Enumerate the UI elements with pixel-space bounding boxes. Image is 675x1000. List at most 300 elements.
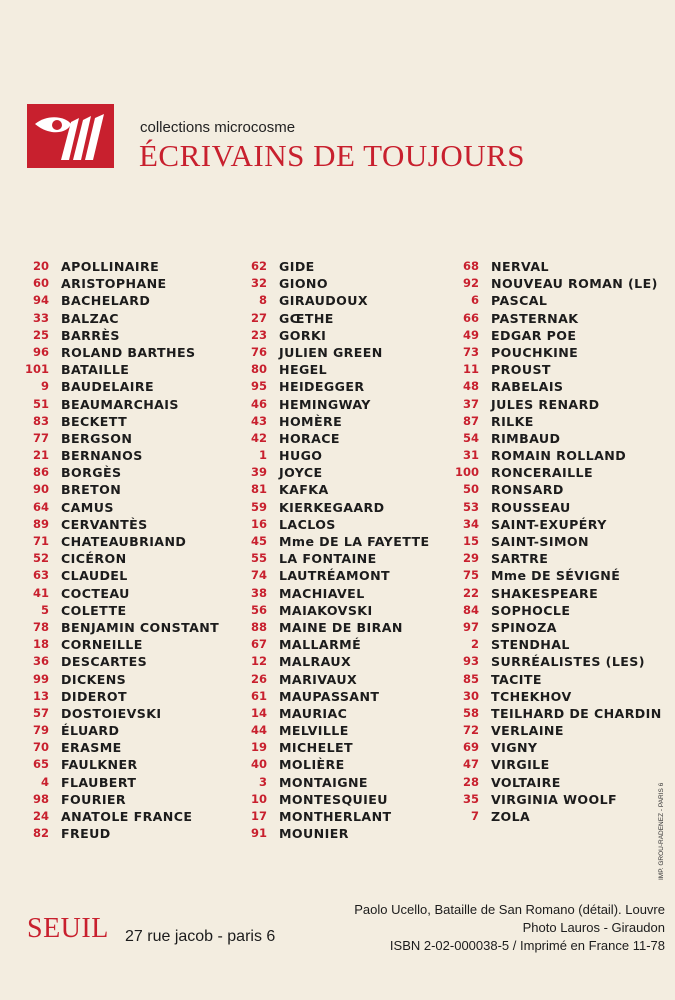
author-name: DICKENS (61, 671, 127, 687)
volume-number: 3 (258, 774, 267, 789)
author-entry (452, 808, 662, 825)
author-name: STENDHAL (491, 637, 570, 653)
author-entry (240, 739, 429, 756)
volume-number: 13 (32, 688, 49, 703)
author-entry (22, 671, 219, 688)
author-name: BERGSON (61, 430, 133, 446)
author-name: EDGAR POE (491, 327, 577, 343)
author-entry (240, 688, 429, 705)
author-name: TACITE (491, 671, 542, 687)
author-entry (452, 739, 662, 756)
volume-number: 29 (462, 551, 479, 566)
author-entry (240, 602, 429, 619)
author-name: JOYCE (279, 465, 323, 481)
volume-number: 4 (40, 774, 49, 789)
publisher-address: 27 rue jacob - paris 6 (125, 928, 276, 945)
author-name: COLETTE (61, 602, 127, 618)
author-name: MOLIÈRE (279, 757, 345, 773)
volume-number: 77 (32, 430, 49, 445)
author-entry (452, 327, 662, 344)
volume-number: 26 (250, 671, 267, 686)
author-entry (22, 653, 219, 670)
author-name: SHAKESPEARE (491, 585, 599, 601)
author-entry (452, 378, 662, 395)
credit-painting: Paolo Ucello, Bataille de San Romano (détail). Louvre (354, 902, 665, 917)
volume-number: 73 (462, 344, 479, 359)
volume-number: 93 (462, 654, 479, 669)
volume-number: 56 (250, 602, 267, 617)
volume-number: 64 (32, 499, 49, 514)
author-entry (240, 292, 429, 309)
volume-number: 101 (24, 362, 49, 377)
volume-number: 82 (32, 826, 49, 841)
author-entry (240, 396, 429, 413)
author-entry (22, 464, 219, 481)
author-name: MELVILLE (279, 723, 349, 739)
author-name: BALZAC (61, 310, 119, 326)
author-entry (240, 774, 429, 791)
volume-number: 8 (258, 293, 267, 308)
author-name: HOMÈRE (279, 413, 343, 429)
volume-number: 78 (32, 619, 49, 634)
author-entry (240, 361, 429, 378)
volume-number: 24 (32, 809, 49, 823)
author-entry (240, 808, 429, 825)
author-name: GIRAUDOUX (279, 293, 369, 309)
volume-number: 58 (462, 705, 479, 720)
author-entry (22, 396, 219, 413)
author-name: TEILHARD DE CHARDIN (491, 705, 662, 721)
author-name: CLAUDEL (61, 568, 128, 584)
author-name: MAIAKOVSKI (279, 602, 373, 618)
volume-number: 33 (32, 310, 49, 325)
author-entry (22, 344, 219, 361)
volume-number: 57 (32, 705, 49, 720)
volume-number: 72 (462, 723, 479, 738)
credits (354, 901, 665, 955)
author-name: POUCHKINE (491, 344, 579, 360)
volume-number: 71 (32, 534, 49, 548)
author-name: HEGEL (279, 362, 328, 378)
volume-number: 79 (32, 723, 49, 738)
volume-number: 86 (32, 465, 49, 480)
author-name: VIRGINIA WOOLF (491, 791, 618, 807)
author-name: KAFKA (279, 482, 329, 498)
volume-number: 98 (32, 791, 49, 806)
volume-number: 89 (32, 516, 49, 531)
author-name: FREUD (61, 826, 111, 842)
volume-number: 69 (462, 740, 479, 755)
author-entry (452, 413, 662, 430)
author-entry (452, 585, 662, 602)
volume-number: 63 (32, 568, 49, 583)
volume-number: 16 (250, 516, 267, 531)
author-name: Mme DE SÉVIGNÉ (491, 568, 621, 584)
volume-number: 62 (250, 259, 267, 273)
author-entry (22, 292, 219, 309)
volume-number: 74 (250, 568, 267, 583)
author-entry (452, 516, 662, 533)
author-entry (240, 653, 429, 670)
author-entry (22, 619, 219, 636)
author-name: HORACE (279, 430, 340, 446)
author-name: JULIEN GREEN (279, 344, 383, 360)
author-name: LAUTRÉAMONT (279, 568, 391, 584)
author-entry (452, 550, 662, 567)
author-name: DESCARTES (61, 654, 148, 670)
volume-number: 68 (462, 259, 479, 273)
volume-number: 14 (250, 705, 267, 720)
volume-number: 76 (250, 344, 267, 359)
author-entry (452, 688, 662, 705)
author-name: RONCERAILLE (491, 465, 593, 481)
volume-number: 91 (250, 826, 267, 841)
volume-number: 38 (250, 585, 267, 600)
author-name: BACHELARD (61, 293, 151, 309)
author-name: BERNANOS (61, 448, 143, 464)
author-entry (452, 756, 662, 773)
author-name: FOURIER (61, 791, 127, 807)
volume-number: 47 (462, 757, 479, 772)
volume-number: 21 (32, 448, 49, 463)
volume-number: 35 (462, 791, 479, 806)
volume-number: 39 (250, 465, 267, 480)
author-name: TCHEKHOV (491, 688, 572, 704)
volume-number: 7 (470, 809, 479, 823)
author-name: GIONO (279, 276, 328, 292)
volume-number: 5 (40, 602, 49, 617)
volume-number: 9 (40, 379, 49, 394)
author-entry (22, 739, 219, 756)
author-name: MALRAUX (279, 654, 352, 670)
author-name: CERVANTÈS (61, 516, 148, 532)
volume-number: 42 (250, 430, 267, 445)
volume-number: 20 (32, 259, 49, 273)
author-entry (452, 602, 662, 619)
author-entry (452, 533, 662, 550)
author-name: SPINOZA (491, 619, 557, 635)
author-entry (452, 275, 662, 292)
author-name: NERVAL (491, 259, 549, 274)
volume-number: 88 (250, 619, 267, 634)
author-name: APOLLINAIRE (61, 259, 160, 274)
author-entry (22, 430, 219, 447)
author-name: CORNEILLE (61, 637, 143, 653)
author-entry (240, 671, 429, 688)
series-title: ÉCRIVAINS DE TOUJOURS (139, 138, 526, 173)
volume-number: 97 (462, 619, 479, 634)
author-entry (452, 671, 662, 688)
volume-number: 96 (32, 344, 49, 359)
volume-number: 27 (250, 310, 267, 325)
author-column-2 (240, 258, 429, 842)
author-name: ROLAND BARTHES (61, 344, 196, 360)
author-name: MAINE DE BIRAN (279, 619, 403, 635)
author-name: GIDE (279, 259, 315, 274)
author-name: LA FONTAINE (279, 551, 377, 567)
author-entry (240, 344, 429, 361)
author-name: BATAILLE (61, 362, 130, 378)
author-entry (22, 516, 219, 533)
author-name: NOUVEAU ROMAN (LE) (491, 276, 658, 292)
volume-number: 66 (462, 310, 479, 325)
author-entry (240, 516, 429, 533)
author-entry (22, 756, 219, 773)
author-entry (240, 705, 429, 722)
volume-number: 94 (32, 293, 49, 308)
author-name: BENJAMIN CONSTANT (61, 619, 220, 635)
author-name: SAINT-SIMON (491, 534, 589, 549)
author-name: Mme DE LA FAYETTE (279, 534, 430, 549)
author-entry (22, 275, 219, 292)
author-name: MONTESQUIEU (279, 791, 388, 807)
author-name: MARIVAUX (279, 671, 358, 687)
author-name: FAULKNER (61, 757, 138, 773)
volume-number: 12 (250, 654, 267, 669)
author-entry (452, 464, 662, 481)
volume-number: 37 (462, 396, 479, 411)
author-entry (452, 396, 662, 413)
author-name: ZOLA (491, 809, 531, 824)
volume-number: 84 (462, 602, 479, 617)
author-name: BECKETT (61, 413, 128, 429)
volume-number: 40 (250, 757, 267, 772)
author-name: MACHIAVEL (279, 585, 365, 601)
author-entry (452, 774, 662, 791)
author-name: VOLTAIRE (491, 774, 561, 790)
author-entry (22, 310, 219, 327)
author-entry (452, 447, 662, 464)
author-name: BRETON (61, 482, 122, 498)
author-entry (22, 550, 219, 567)
author-entry (452, 653, 662, 670)
author-name: HEIDEGGER (279, 379, 365, 395)
volume-number: 2 (470, 637, 479, 652)
volume-number: 43 (250, 413, 267, 428)
volume-number: 6 (470, 293, 479, 308)
author-name: BORGÈS (61, 465, 122, 481)
volume-number: 23 (250, 327, 267, 342)
volume-number: 45 (250, 534, 267, 548)
author-entry (22, 774, 219, 791)
author-entry (22, 378, 219, 395)
author-name: JULES RENARD (491, 396, 600, 412)
author-entry (240, 567, 429, 584)
volume-number: 60 (32, 276, 49, 291)
author-name: ROMAIN ROLLAND (491, 448, 627, 464)
author-entry (240, 413, 429, 430)
author-entry (452, 361, 662, 378)
volume-number: 36 (32, 654, 49, 669)
volume-number: 55 (250, 551, 267, 566)
author-entry (452, 481, 662, 498)
volume-number: 17 (250, 809, 267, 823)
author-name: DIDEROT (61, 688, 127, 704)
author-entry (240, 636, 429, 653)
printer-imprint: IMP. GROU-RADENEZ - PARIS 6 (658, 782, 665, 880)
author-name: CHATEAUBRIAND (61, 534, 187, 549)
author-entry (240, 499, 429, 516)
author-name: MAUPASSANT (279, 688, 380, 704)
volume-number: 46 (250, 396, 267, 411)
volume-number: 11 (462, 362, 479, 377)
author-name: ARISTOPHANE (61, 276, 167, 292)
volume-number: 53 (462, 499, 479, 514)
volume-number: 31 (462, 448, 479, 463)
author-entry (22, 361, 219, 378)
author-entry (22, 499, 219, 516)
author-entry (240, 378, 429, 395)
author-entry (240, 619, 429, 636)
author-entry (22, 533, 219, 550)
volume-number: 15 (462, 534, 479, 548)
author-entry (452, 722, 662, 739)
author-name: ANATOLE FRANCE (61, 809, 193, 824)
author-name: PASCAL (491, 293, 548, 309)
author-name: GORKI (279, 327, 327, 343)
author-entry (452, 258, 662, 275)
author-entry (240, 310, 429, 327)
author-entry (452, 344, 662, 361)
volume-number: 52 (32, 551, 49, 566)
author-name: PROUST (491, 362, 551, 378)
author-name: VERLAINE (491, 723, 564, 739)
author-entry (240, 258, 429, 275)
volume-number: 81 (250, 482, 267, 497)
volume-number: 41 (32, 585, 49, 600)
author-name: CAMUS (61, 499, 114, 515)
volume-number: 99 (32, 671, 49, 686)
author-name: CICÉRON (61, 551, 127, 567)
author-entry (22, 447, 219, 464)
author-name: SOPHOCLE (491, 602, 571, 618)
volume-number: 100 (454, 465, 479, 480)
author-entry (240, 533, 429, 550)
author-name: PASTERNAK (491, 310, 579, 326)
logo-m-glyph (27, 104, 114, 168)
volume-number: 10 (250, 791, 267, 806)
volume-number: 34 (462, 516, 479, 531)
volume-number: 30 (462, 688, 479, 703)
author-entry (240, 722, 429, 739)
author-entry (22, 791, 219, 808)
volume-number: 83 (32, 413, 49, 428)
volume-number: 19 (250, 740, 267, 755)
volume-number: 90 (32, 482, 49, 497)
volume-number: 18 (32, 637, 49, 652)
volume-number: 50 (462, 482, 479, 497)
author-name: BAUDELAIRE (61, 379, 154, 395)
author-entry (22, 567, 219, 584)
volume-number: 54 (462, 430, 479, 445)
volume-number: 75 (462, 568, 479, 583)
author-entry (22, 705, 219, 722)
volume-number: 48 (462, 379, 479, 394)
author-entry (240, 550, 429, 567)
author-entry (240, 327, 429, 344)
author-name: GŒTHE (279, 310, 334, 326)
author-name: VIRGILE (491, 757, 550, 773)
author-name: SAINT-EXUPÉRY (491, 516, 607, 532)
author-entry (22, 481, 219, 498)
author-name: ÉLUARD (61, 723, 120, 739)
author-name: RONSARD (491, 482, 564, 498)
volume-number: 51 (32, 396, 49, 411)
author-entry (452, 705, 662, 722)
author-name: BARRÈS (61, 327, 120, 343)
volume-number: 95 (250, 379, 267, 394)
author-entry (452, 567, 662, 584)
author-entry (22, 825, 219, 842)
author-name: ERASME (61, 740, 122, 756)
volume-number: 85 (462, 671, 479, 686)
volume-number: 70 (32, 740, 49, 755)
author-name: DOSTOIEVSKI (61, 705, 162, 721)
author-entry (240, 481, 429, 498)
volume-number: 61 (250, 688, 267, 703)
author-entry (452, 791, 662, 808)
author-entry (240, 825, 429, 842)
author-name: BEAUMARCHAIS (61, 396, 179, 412)
author-entry (240, 756, 429, 773)
volume-number: 44 (250, 723, 267, 738)
author-name: COCTEAU (61, 585, 130, 601)
author-entry (240, 585, 429, 602)
author-entry (452, 292, 662, 309)
volume-number: 65 (32, 757, 49, 772)
volume-number: 1 (258, 448, 267, 463)
author-name: LACLOS (279, 516, 336, 532)
author-entry (452, 430, 662, 447)
volume-number: 92 (462, 276, 479, 291)
author-name: MOUNIER (279, 826, 349, 842)
volume-number: 87 (462, 413, 479, 428)
author-entry (452, 310, 662, 327)
author-entry (22, 327, 219, 344)
author-name: SARTRE (491, 551, 549, 567)
publisher-name: SEUIL (27, 913, 109, 944)
author-name: MONTAIGNE (279, 774, 368, 790)
volume-number: 28 (462, 774, 479, 789)
microcosme-logo-icon (27, 104, 114, 168)
author-name: RABELAIS (491, 379, 564, 395)
author-entry (22, 808, 219, 825)
author-entry (452, 619, 662, 636)
volume-number: 59 (250, 499, 267, 514)
author-name: KIERKEGAARD (279, 499, 385, 515)
author-entry (452, 499, 662, 516)
author-entry (240, 791, 429, 808)
author-entry (240, 430, 429, 447)
credit-isbn: ISBN 2-02-000038-5 / Imprimé en France 11-78 (389, 938, 665, 953)
author-name: FLAUBERT (61, 774, 137, 790)
author-entry (240, 447, 429, 464)
author-entry (22, 258, 219, 275)
author-column-3 (452, 258, 662, 825)
author-column-1 (22, 258, 219, 842)
volume-number: 80 (250, 362, 267, 377)
collection-name: collections microcosme (140, 119, 296, 136)
author-entry (22, 688, 219, 705)
author-name: MALLARMÉ (279, 637, 362, 653)
volume-number: 25 (32, 327, 49, 342)
author-entry (22, 585, 219, 602)
author-entry (22, 722, 219, 739)
author-name: MONTHERLANT (279, 809, 392, 824)
volume-number: 32 (250, 276, 267, 291)
author-name: ROUSSEAU (491, 499, 571, 515)
author-name: RIMBAUD (491, 430, 561, 446)
